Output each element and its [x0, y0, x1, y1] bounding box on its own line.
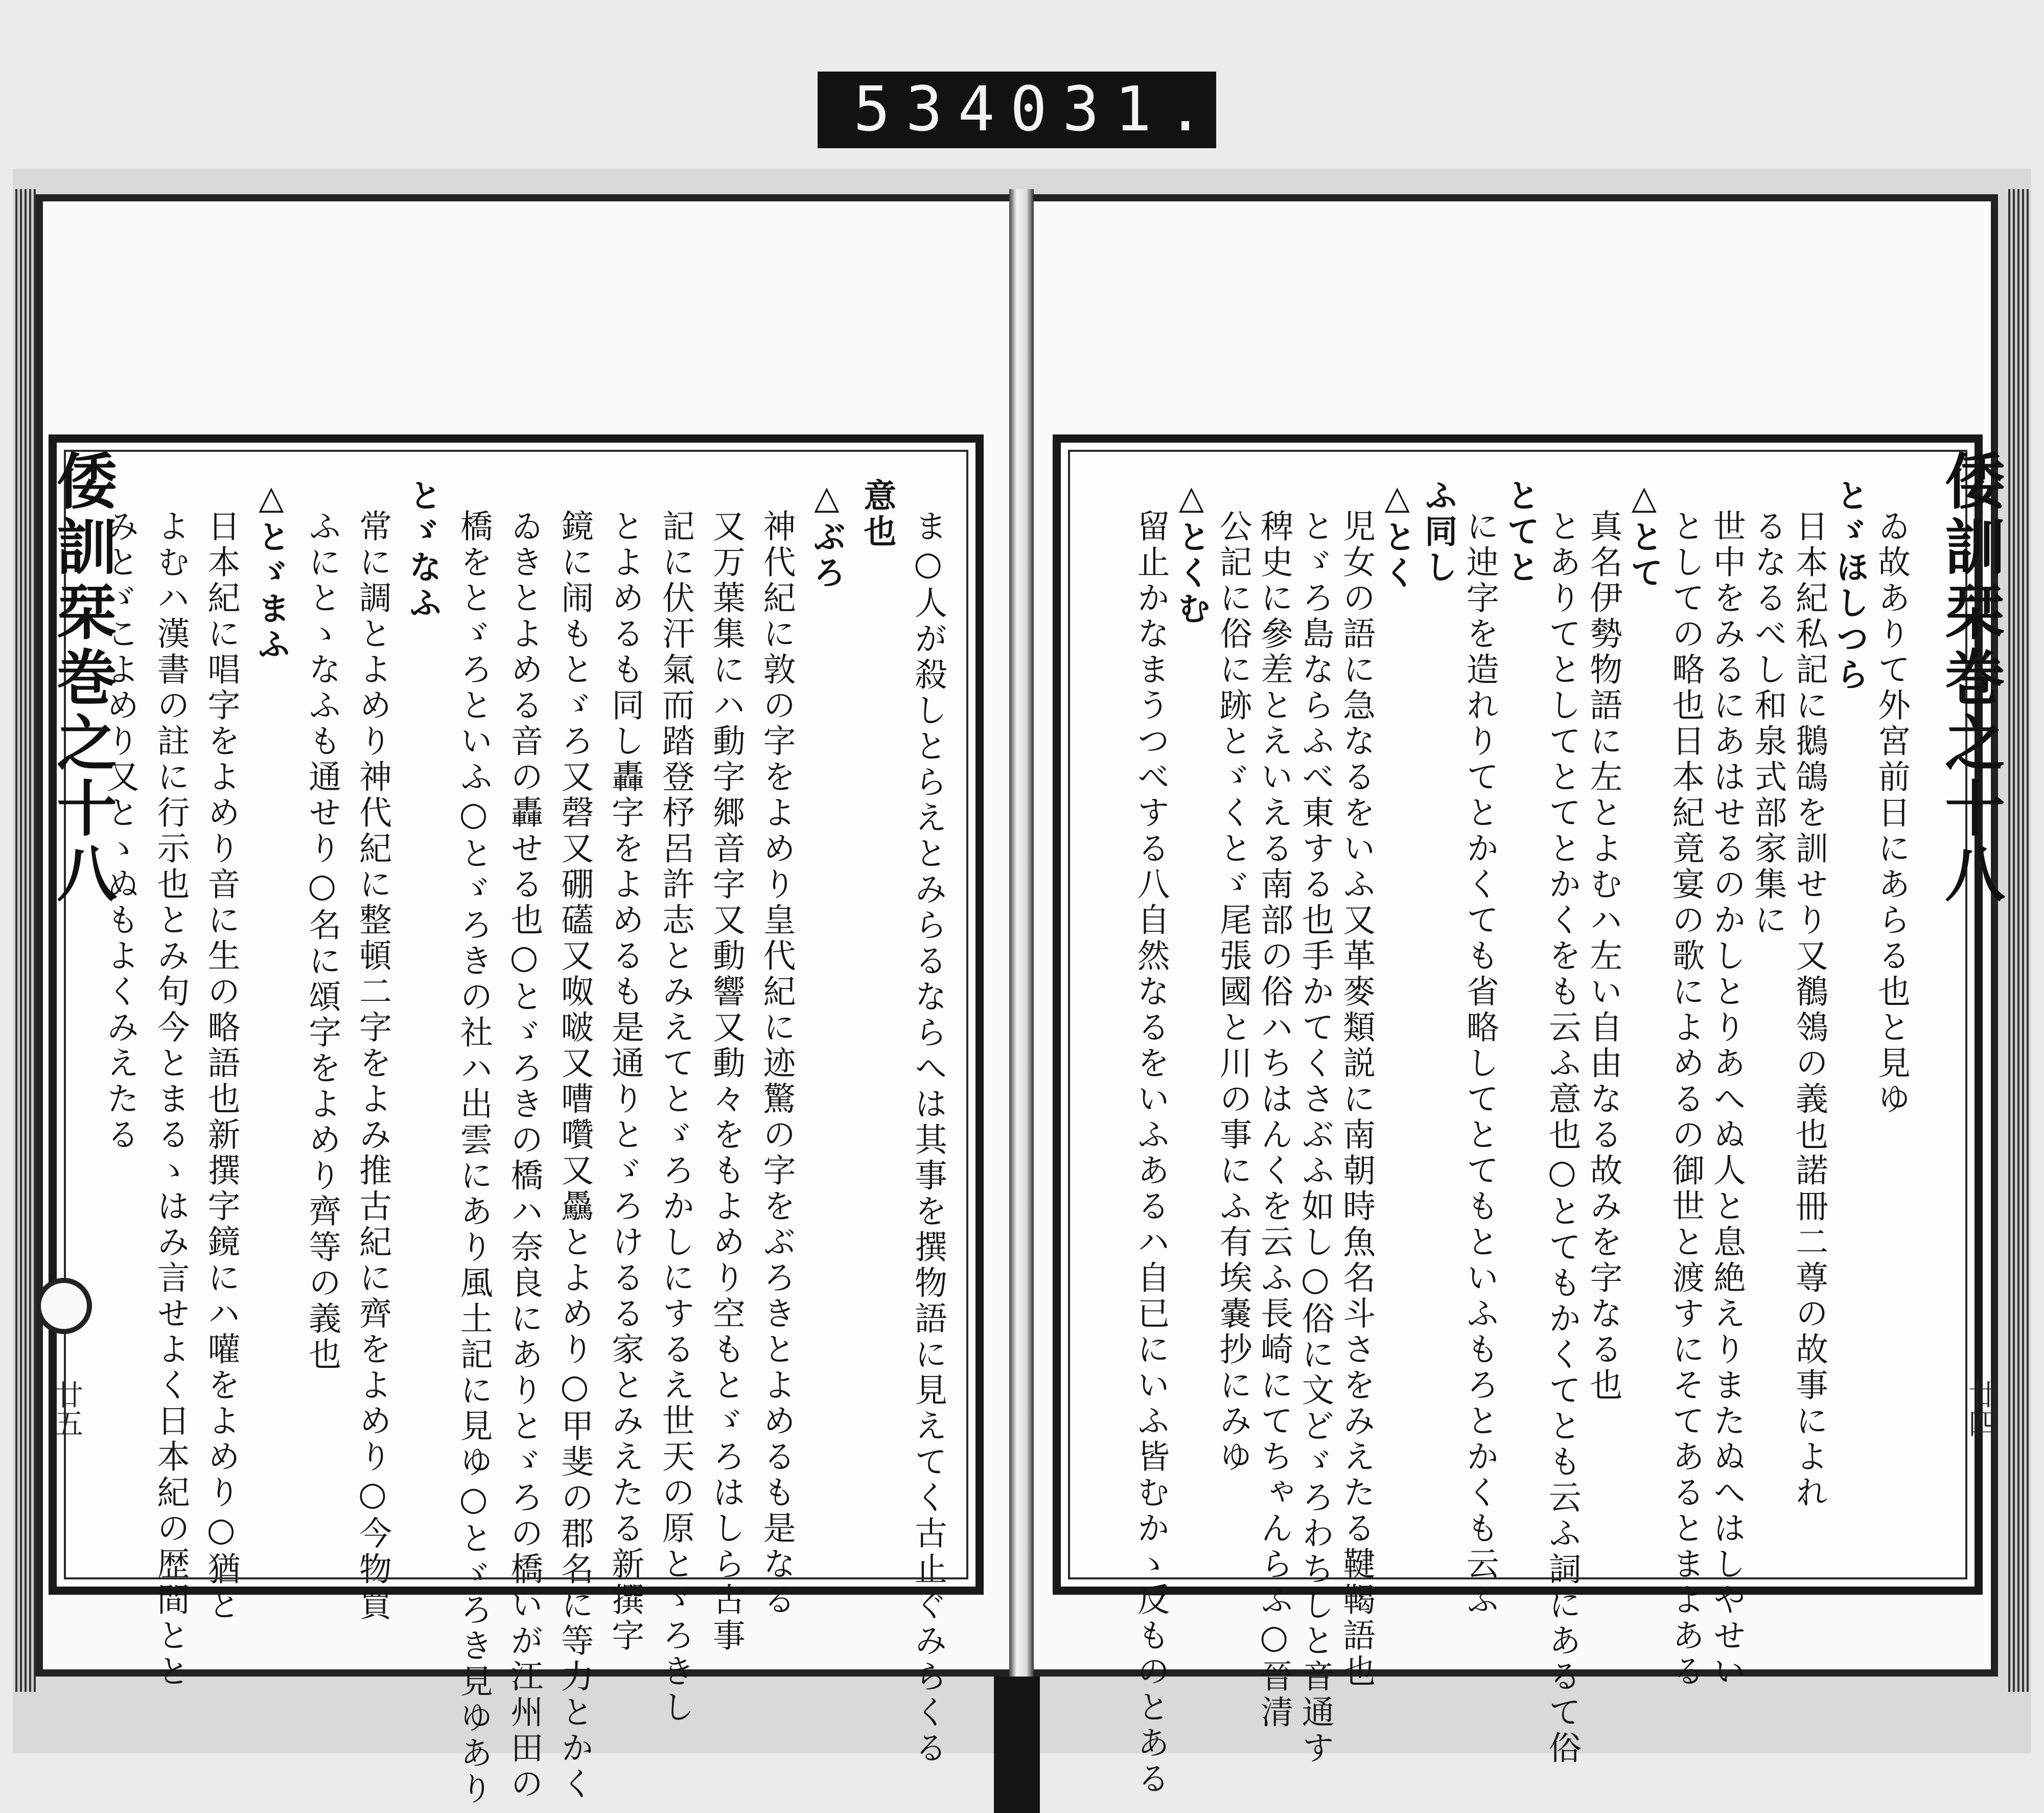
left-page-edges [15, 189, 36, 1692]
entry-heading: とてと [1501, 478, 1540, 586]
right-page-edges [2008, 189, 2029, 1692]
left-folio: 廿五 [50, 1380, 83, 1437]
text-column: に迚字を造れりてとかくても省略してとてもといふもろとかくも云ふ [1460, 509, 1499, 1618]
entry-heading: △ぶろ [807, 478, 846, 591]
entry-heading: △とくむ [1172, 478, 1211, 627]
left-title-text: 倭訓栞 [47, 450, 118, 646]
right-title-text: 倭訓栞 [1935, 450, 2006, 646]
entry-heading: ふ同し [1419, 478, 1458, 586]
text-column: ゐきとよめる音の轟せる也○とゞろきの橋ハ奈良にありとゞろの橋いが江州田の [505, 509, 543, 1802]
left-volume-text: 巻之十八 [47, 646, 118, 908]
text-column: とよめるも同し轟字をよめるも是通りとゞろけるる家とみえたる新撰字 [606, 509, 644, 1654]
entry-heading: △とゞまふ [252, 478, 291, 663]
text-column: 真名伊勢物語に左とよむハ左い自由なる故みを字なる也 [1584, 509, 1622, 1404]
text-column: みとゞこよめり又とゝぬもよくみえたる [101, 509, 139, 1153]
text-column: 常に調とよめり神代紀に整頓二字をよみ推古紀に齊をよめり○今物買 [353, 509, 391, 1623]
left-running-title [38, 450, 125, 908]
text-column: ま○人が殺しとらえとみらるならへは其事を撰物語に見えてく古止ぐみらくる [909, 509, 947, 1766]
text-column: 日本紀私記に鵝鴿を訓せり又鶺鴒の義也諾冊二尊の故事によれ [1790, 509, 1828, 1511]
text-column: ゐ故ありて外宮前日にあらる也と見ゆ [1872, 509, 1910, 1117]
text-column: 又万葉集にハ動字郷音字又動響又動々をもよめり空もとゞろはしら古事 [707, 509, 745, 1654]
archive-code-left: 534 [853, 74, 1010, 145]
archive-code-right: 031. [1010, 74, 1219, 145]
text-column: 稗史に參差とえいえる南部の俗ハちはんくを云ふ長崎にてちゃんらふ○晉清 [1255, 509, 1293, 1731]
text-column: とゞろ島ならふべ東する也手かてくさぶふ如し○俗に文どゞろわちしと音通す [1296, 509, 1334, 1766]
text-column: 児女の語に急なるをいふ又革麥類説に南朝時魚名斗さをみえたる鞬鞨語也 [1337, 509, 1376, 1690]
right-folio: 廿四 [1964, 1380, 1997, 1437]
text-column: 橋をとゞろといふ○とゞろきの社ハ出雲にあり風土記に見ゆ○とゞろき見ゆあり [454, 509, 493, 1807]
right-volume-text: 巻之十八 [1935, 646, 2006, 908]
spine-block [994, 1677, 1040, 1813]
right-text-frame [1053, 434, 1983, 1797]
text-column: るなるべし和泉式部家集に [1749, 509, 1787, 938]
text-column: 公記に俗に跡とゞくとゞ尾張國と川の事にふ有埃嚢抄にみゆ [1214, 509, 1252, 1475]
text-column: 鏡に闹もとゞろ又磬又硼礚又呶啵又嘈囋又驫とよめり○甲斐の郡名に等力とかく [555, 509, 594, 1802]
archive-label [818, 72, 1219, 148]
entry-heading: 意也 [858, 478, 897, 550]
entry-heading: △とく [1378, 478, 1416, 591]
text-column: 神代紀に敦の字をよめり皇代紀に迹驚の字をぶろきとよめるも是なる [757, 509, 796, 1618]
entry-heading: とゞなふ [403, 478, 442, 622]
left-thumb-circle [36, 1278, 92, 1334]
text-column: ふにとゝなふも通せり○名に頌字をよめり齊等の義也 [303, 509, 341, 1373]
text-column: 日本紀に唱字をよめり音に生の略語也新撰字鏡にハ嚾をよめり○猶と [202, 509, 240, 1623]
text-column: 世中をみるにあはせるのかしとりあへぬ人と息絶えりまたぬへはしやせい [1707, 509, 1746, 1690]
text-column: 留止かなまうつべする八自然なるをいふあるハ自已にいふ皆むかゝ反ものとある [1131, 509, 1170, 1797]
text-column: とありてとしてとてとかくをも云ふ意也○とてもかくてとも云ふ詞にあるて俗 [1543, 509, 1581, 1766]
book-binding [1009, 189, 1034, 1697]
right-running-title [1926, 450, 2013, 908]
entry-heading: △とて [1624, 478, 1663, 591]
text-column: よむハ漢書の註に行示也とみ句今とまるゝはみ言せよく日本紀の歴間とと [151, 509, 190, 1690]
text-column: 記に伏汗氣而踏登杼呂許志とみえてとゞろかしにするえ世天の原とゞろきし [656, 509, 694, 1726]
entry-heading: とゞほしつら [1830, 478, 1869, 693]
left-text-frame [49, 434, 984, 1807]
text-column: としての略也日本紀竟宴の歌によめるの御世と渡すにそてあるとまよある [1666, 509, 1705, 1690]
